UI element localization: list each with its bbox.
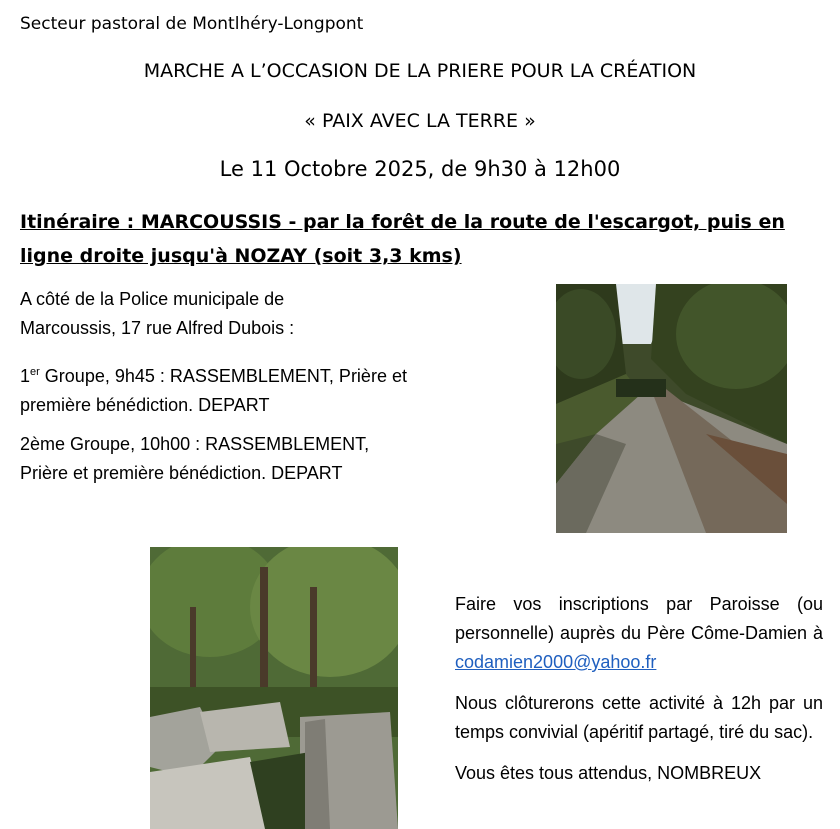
event-subtitle: « PAIX AVEC LA TERRE » — [304, 110, 536, 132]
event-title: MARCHE A L’OCCASION DE LA PRIERE POUR LA CRÉATION — [143, 60, 697, 82]
registration-paragraph — [455, 590, 823, 677]
registration-text: Faire vos inscriptions par Paroisse (ou personnelle) auprès du Père Côme-Damien à — [455, 594, 823, 643]
closing-text: Nous clôturerons cette activité à 12h par un temps convivial (apéritif partagé, tiré du sac). — [455, 693, 823, 742]
group-2 — [20, 430, 400, 488]
group-1-label: Groupe, 9h45 — [39, 366, 155, 386]
group-2-label: 2ème Groupe, 10h00 — [20, 434, 191, 454]
group-2-details: : RASSEMBLEMENT, Prière et première bénédiction. DEPART — [20, 434, 370, 483]
final-text: Vous êtes tous attendus, NOMBREUX — [455, 763, 762, 783]
organization-name: Secteur pastoral de Montlhéry-Longpont — [20, 14, 364, 34]
itinerary: Itinéraire : MARCOUSSIS - par la forêt de la route de l'escargot, puis en ligne droite jusqu'à NOZAY (soit 3,3 kms) — [20, 211, 785, 267]
group-1 — [20, 358, 420, 420]
forest-rocks-photo — [150, 547, 398, 829]
group-1-details: : RASSEMBLEMENT, Prière et première bénédiction. DEPART — [20, 366, 407, 415]
registration-info — [455, 590, 823, 800]
forest-path-photo — [556, 284, 787, 533]
meeting-location: A côté de la Police municipale de Marcoussis, 17 rue Alfred Dubois : — [20, 289, 295, 338]
group-1-number: 1 — [20, 366, 31, 386]
group-1-superscript: er — [30, 366, 40, 378]
event-date: Le 11 Octobre 2025, de 9h30 à 12h00 — [219, 157, 621, 181]
email-link[interactable]: codamien2000@yahoo.fr — [455, 652, 657, 672]
